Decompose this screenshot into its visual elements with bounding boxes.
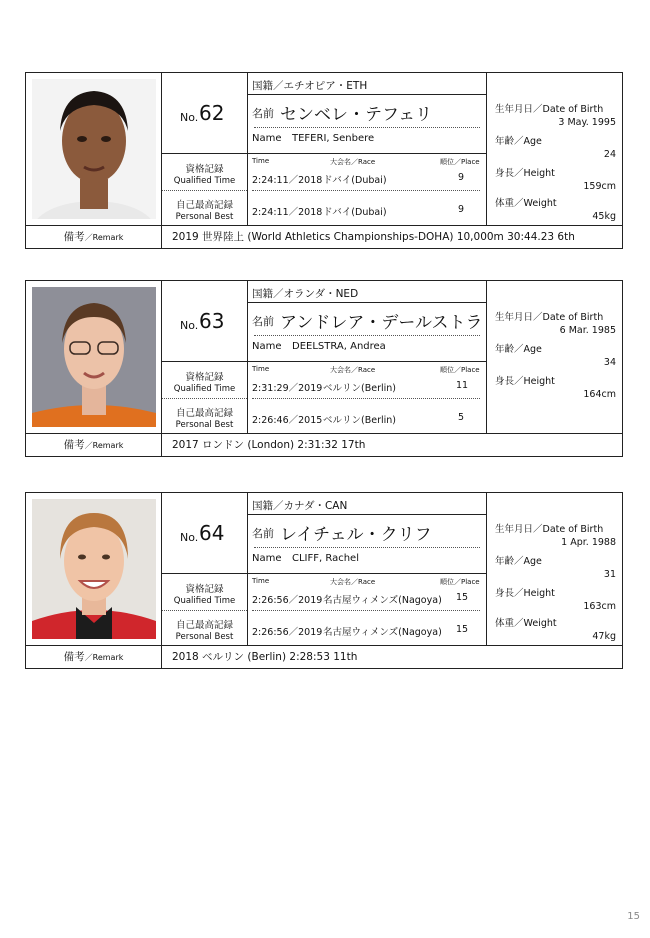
dob-value: 1 Apr. 1988 xyxy=(561,537,616,548)
name-label-en: Name xyxy=(252,553,282,564)
profile-block xyxy=(486,493,624,645)
athlete-card xyxy=(25,492,623,669)
name-english: TEFERI, Senbere xyxy=(292,133,375,144)
qualified-label-en: Qualified Time xyxy=(173,176,236,186)
qualified-time: 2:31:29／2019 xyxy=(252,383,323,394)
qualified-label-en: Qualified Time xyxy=(173,596,236,606)
qualified-label-en: Qualified Time xyxy=(173,384,236,394)
personal-best-label: 自己最高記録 xyxy=(175,200,233,211)
profile-block xyxy=(486,73,624,225)
height-value: 164cm xyxy=(583,389,616,400)
personal-best-label-en: Personal Best xyxy=(175,420,234,430)
record-labels xyxy=(162,573,248,645)
record-labels xyxy=(162,153,248,225)
age-label: 年齢／Age xyxy=(495,344,542,355)
athlete-photo xyxy=(32,79,156,219)
dob-label: 生年月日／Date of Birth xyxy=(495,312,604,323)
height-label: 身長／Height xyxy=(495,168,555,179)
height-value: 159cm xyxy=(583,181,616,192)
records-block xyxy=(248,573,486,645)
records-block xyxy=(248,361,486,433)
personal-best-time: 2:26:56／2019 xyxy=(252,627,323,638)
weight-label: 体重／Weight xyxy=(495,198,557,209)
remark-row xyxy=(26,226,622,248)
personal-best-place: 15 xyxy=(456,624,469,635)
col-race-header: 大会名／Race xyxy=(330,578,376,586)
age-value: 34 xyxy=(603,357,616,368)
personal-best-place: 9 xyxy=(458,204,465,215)
athlete-card xyxy=(25,280,623,457)
col-time-header: Time xyxy=(252,577,270,585)
athlete-card xyxy=(25,72,623,249)
identity-block xyxy=(248,281,486,361)
age-value: 31 xyxy=(603,569,616,580)
identity-block xyxy=(248,493,486,573)
remark-text: 2017 ロンドン (London) 2:31:32 17th xyxy=(172,439,366,451)
remark-row xyxy=(26,646,622,668)
remark-label: 備考／Remark xyxy=(26,434,162,456)
bib-number: 63 xyxy=(199,309,225,333)
personal-best-label-en: Personal Best xyxy=(175,212,234,222)
remark-label: 備考／Remark xyxy=(26,226,162,248)
height-label: 身長／Height xyxy=(495,376,555,387)
height-value: 163cm xyxy=(583,601,616,612)
country: 国籍／エチオピア・ETH xyxy=(252,80,368,92)
name-label: 名前 xyxy=(252,107,274,120)
dob-label: 生年月日／Date of Birth xyxy=(495,104,604,115)
remark-label: 備考／Remark xyxy=(26,646,162,668)
dob-value: 6 Mar. 1985 xyxy=(559,325,616,336)
records-block xyxy=(248,153,486,225)
height-label: 身長／Height xyxy=(495,588,555,599)
name-english: CLIFF, Rachel xyxy=(292,553,359,564)
bib-number-cell xyxy=(162,281,248,361)
col-place-header: 順位／Place xyxy=(440,578,480,586)
photo-cell xyxy=(26,73,162,225)
identity-block xyxy=(248,73,486,153)
qualified-race: ベルリン(Berlin) xyxy=(323,383,396,394)
personal-best-time: 2:26:46／2015 xyxy=(252,415,323,426)
qualified-race: ドバイ(Dubai) xyxy=(323,175,387,186)
bib-number-label: No. xyxy=(180,111,199,124)
personal-best-race: ベルリン(Berlin) xyxy=(323,415,396,426)
col-time-header: Time xyxy=(252,157,270,165)
qualified-label: 資格記録 xyxy=(185,372,224,383)
qualified-time: 2:24:11／2018 xyxy=(252,175,323,186)
page-number: 15 xyxy=(627,911,640,922)
weight-value: 47kg xyxy=(592,631,616,642)
dob-label: 生年月日／Date of Birth xyxy=(495,524,604,535)
qualified-time: 2:26:56／2019 xyxy=(252,595,323,606)
personal-best-label-en: Personal Best xyxy=(175,632,234,642)
remark-text: 2019 世界陸上 (World Athletics Championships-DOHA) 10,000m 30:44.23 6th xyxy=(172,231,575,243)
photo-cell xyxy=(26,281,162,433)
age-value: 24 xyxy=(603,149,616,160)
personal-best-label: 自己最高記録 xyxy=(175,620,233,631)
personal-best-race: ドバイ(Dubai) xyxy=(323,207,387,218)
remark-text: 2018 ベルリン (Berlin) 2:28:53 11th xyxy=(172,651,358,663)
weight-value: 45kg xyxy=(592,211,616,222)
name-label: 名前 xyxy=(252,315,274,328)
personal-best-time: 2:24:11／2018 xyxy=(252,207,323,218)
photo-cell xyxy=(26,493,162,645)
bib-number-cell xyxy=(162,73,248,153)
record-labels xyxy=(162,361,248,433)
dob-value: 3 May. 1995 xyxy=(558,117,616,128)
personal-best-label: 自己最高記録 xyxy=(175,408,233,419)
col-race-header: 大会名／Race xyxy=(330,158,376,166)
age-label: 年齢／Age xyxy=(495,136,542,147)
weight-label: 体重／Weight xyxy=(495,618,557,629)
personal-best-race: 名古屋ウィメンズ(Nagoya) xyxy=(323,627,442,638)
remark-row xyxy=(26,434,622,456)
personal-best-place: 5 xyxy=(458,412,465,423)
name-japanese: アンドレア・デールストラ xyxy=(280,313,483,333)
country: 国籍／オランダ・NED xyxy=(252,288,359,300)
qualified-place: 15 xyxy=(456,592,469,603)
qualified-place: 11 xyxy=(456,380,469,391)
col-time-header: Time xyxy=(252,365,270,373)
name-label-en: Name xyxy=(252,133,282,144)
qualified-label: 資格記録 xyxy=(185,164,224,175)
name-japanese: レイチェル・クリフ xyxy=(280,525,432,545)
bib-number: 64 xyxy=(199,521,225,545)
athlete-photo xyxy=(32,287,156,427)
bib-number: 62 xyxy=(199,101,225,125)
qualified-place: 9 xyxy=(458,172,465,183)
col-race-header: 大会名／Race xyxy=(330,366,376,374)
name-english: DEELSTRA, Andrea xyxy=(292,341,386,352)
name-japanese: センベレ・テフェリ xyxy=(280,105,433,125)
col-place-header: 順位／Place xyxy=(440,366,480,374)
bib-number-label: No. xyxy=(180,319,199,332)
profile-block xyxy=(486,281,624,433)
athlete-photo xyxy=(32,499,156,639)
age-label: 年齢／Age xyxy=(495,556,542,567)
qualified-race: 名古屋ウィメンズ(Nagoya) xyxy=(323,595,442,606)
name-label-en: Name xyxy=(252,341,282,352)
bib-number-cell xyxy=(162,493,248,573)
qualified-label: 資格記録 xyxy=(185,584,224,595)
name-label: 名前 xyxy=(252,527,274,540)
bib-number-label: No. xyxy=(180,531,199,544)
col-place-header: 順位／Place xyxy=(440,158,480,166)
country: 国籍／カナダ・CAN xyxy=(252,500,348,512)
